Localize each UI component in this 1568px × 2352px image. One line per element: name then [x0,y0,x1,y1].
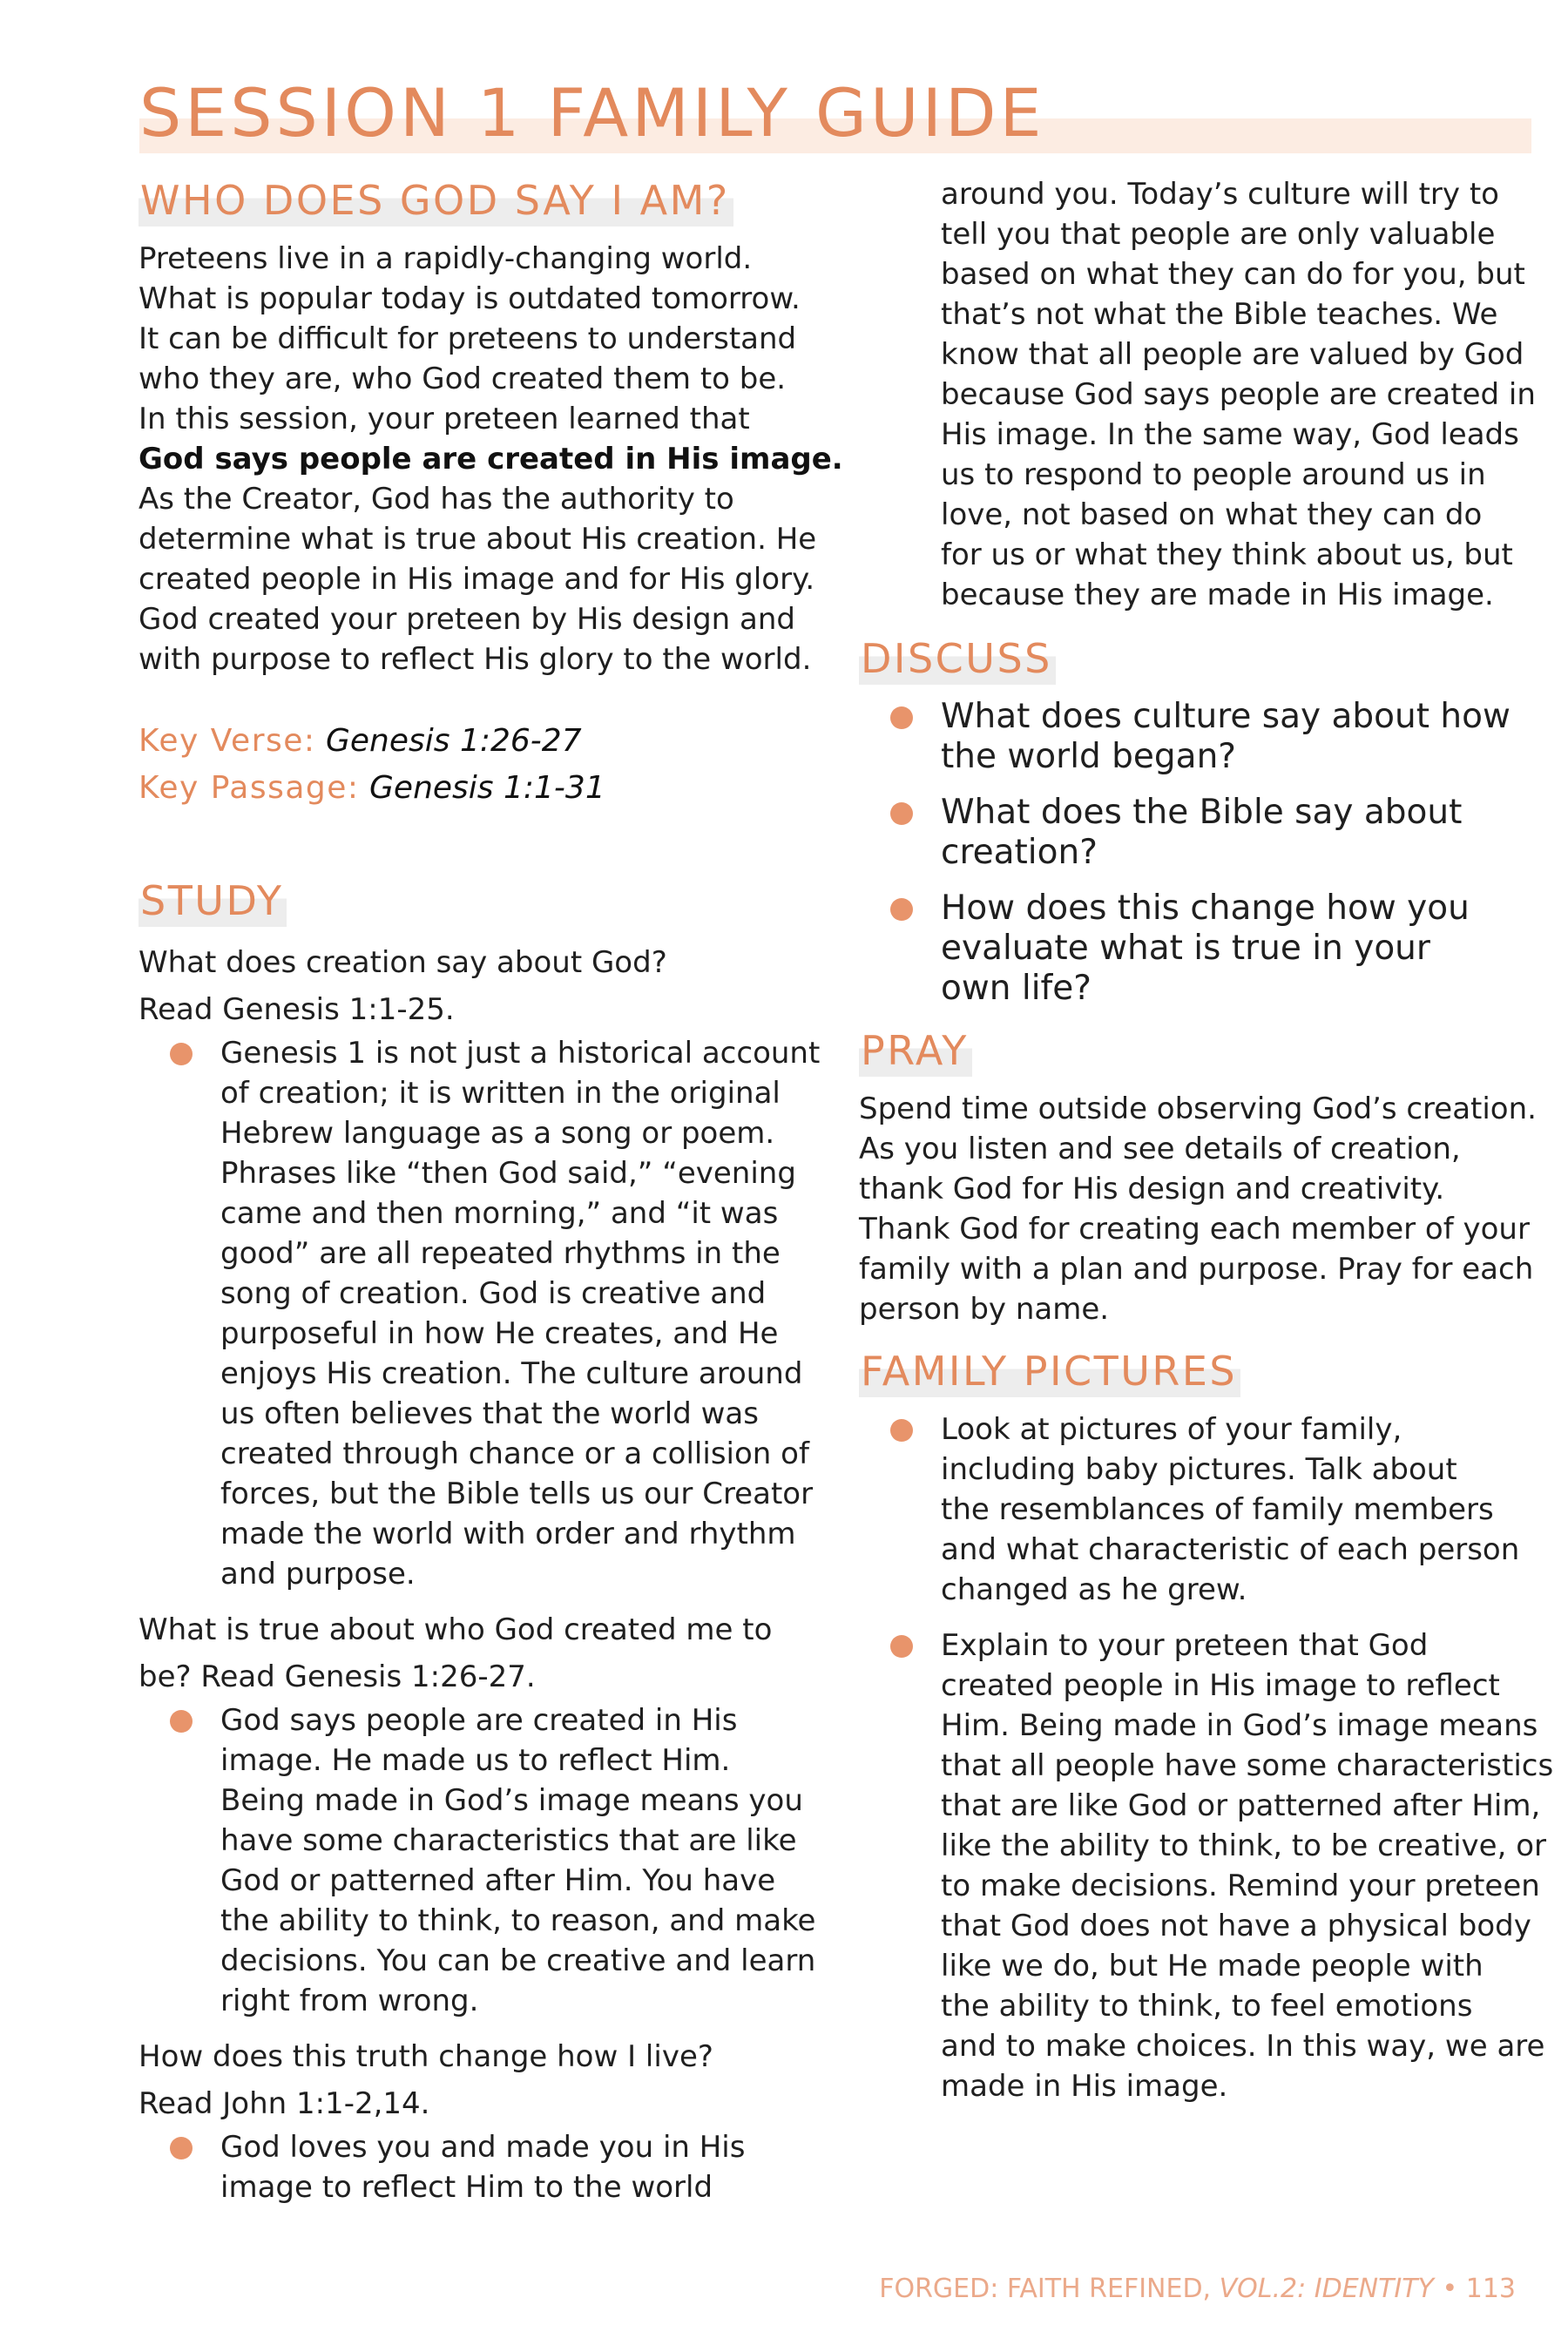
continued-line: because they are made in His image. [941,578,1494,612]
discuss-heading: DISCUSS [859,632,1056,685]
continued-line: for us or what they think about us, but [941,537,1513,572]
bullet-line: creation? [941,833,1098,872]
study-question-line: Read Genesis 1:1-25. [139,992,455,1027]
study-bullets-3 [139,2127,827,2207]
intro-text [139,239,843,679]
bullet-line: that God does not have a physical body [941,1909,1531,1943]
bullet-dot-icon [890,802,913,825]
pray-line: person by name. [859,1292,1110,1327]
pray-line: Thank God for creating each member of your [859,1212,1530,1247]
bullet-line: Being made in God’s image means you [220,1783,803,1818]
footer-volume: VOL.2: IDENTITY [1219,2274,1434,2304]
continued-line: based on what they can do for you, but [941,257,1525,292]
study-heading-wrap [139,875,827,930]
key-passage-ref: Genesis 1:1-31 [369,770,605,806]
bullet-dot-icon [170,1043,193,1065]
bullet-line: and what characteristic of each person [941,1532,1520,1567]
page-number: 113 [1465,2274,1516,2304]
discuss-list [859,697,1547,1009]
list-item [859,793,1547,873]
discuss-heading-wrap [859,632,1547,688]
bullet-line: the world began? [941,737,1237,776]
continued-line: us to respond to people around us in [941,457,1486,492]
study-heading: STUDY [139,875,287,927]
list-item [859,1625,1554,2106]
bullet-line: made the world with order and rhythm [220,1517,796,1551]
bullet-line: God says people are created in His [220,1703,738,1738]
bullet-line: like the ability to think, to be creative, or [941,1828,1546,1863]
key-verse-label: Key Verse: [139,723,316,759]
bullet-line: the ability to think, to reason, and make [220,1903,816,1938]
intro-line: Preteens live in a rapidly-changing world. [139,241,753,276]
pray-line: thank God for His design and creativity. [859,1172,1445,1206]
bullet-dot-icon [170,1710,193,1733]
bullet-line: created people in His image to reflect [941,1668,1500,1703]
family-pictures-heading: FAMILY PICTURES [859,1345,1240,1397]
bullet-line: Hebrew language as a song or poem. [220,1116,775,1151]
bullet-line: God or patterned after Him. You have [220,1863,776,1898]
continued-text [941,174,1547,615]
left-column [139,174,843,2207]
pray-text [859,1089,1547,1329]
bullet-line: purposeful in how He creates, and He [220,1316,779,1351]
intro-line: What is popular today is outdated tomorrow. [139,281,801,316]
bullet-line: evaluate what is true in your [941,929,1430,968]
study-question-line: be? Read Genesis 1:26-27. [139,1659,536,1694]
key-passage [139,765,827,812]
bullet-line: the resemblances of family members [941,1492,1494,1527]
bullet-line: own life? [941,969,1092,1008]
intro-line: with purpose to reflect His glory to the world. [139,642,812,677]
intro-line: As the Creator, God has the authority to [139,482,734,517]
continued-line: because God says people are created in [941,377,1536,412]
continued-line: tell you that people are only valuable [941,217,1496,252]
continued-line: love, not based on what they can do [941,497,1483,532]
bullet-line: good” are all repeated rhythms in the [220,1236,781,1271]
bullet-line: that all people have some characteristics [941,1748,1554,1783]
big-idea: God says people are created in His image. [139,442,843,476]
list-item [859,697,1547,777]
page-footer [879,2272,1516,2307]
key-verse [139,718,827,765]
study-question-line: What does creation say about God? [139,945,667,980]
bullet-dot-icon [890,706,913,729]
bullet-dot-icon [890,1419,913,1442]
continued-line: know that all people are valued by God [941,337,1524,372]
list-item [139,1700,827,2021]
intro-line: who they are, who God created them to be. [139,362,787,396]
bullet-line: What does the Bible say about [941,793,1463,832]
bullet-line: including baby pictures. Talk about [941,1452,1457,1487]
bullet-line: have some characteristics that are like [220,1823,797,1858]
study-question-3 [139,2033,827,2127]
family-pictures-list [859,1409,1554,2106]
bullet-line: to make decisions. Remind your preteen [941,1869,1540,1903]
bullet-line: like we do, but He made people with [941,1949,1484,1984]
bullet-line: that are like God or patterned after Him, [941,1788,1541,1823]
bullet-line: decisions. You can be creative and learn [220,1943,816,1978]
key-refs [139,718,827,812]
bullet-line: and purpose. [220,1557,416,1592]
study-question-1 [139,939,827,1033]
bullet-line: God loves you and made you in His [220,2130,746,2165]
bullet-line: created through chance or a collision of [220,1436,809,1471]
bullet-dot-icon [170,2137,193,2159]
bullet-dot-icon [890,898,913,921]
pray-line: Spend time outside observing God’s creation. [859,1092,1537,1126]
intro-line: created people in His image and for His glory. [139,562,815,597]
pray-line: As you listen and see details of creation, [859,1132,1461,1166]
bullet-line: Him. Being made in God’s image means [941,1708,1538,1743]
intro-line: It can be difficult for preteens to understand [139,321,797,356]
bullet-line: right from wrong. [220,1984,479,2018]
bullet-line: changed as he grew. [941,1572,1247,1607]
bullet-line: song of creation. God is creative and [220,1276,767,1311]
study-question-line: Read John 1:1-2,14. [139,2086,430,2121]
list-item [139,2127,827,2207]
key-verse-ref: Genesis 1:26-27 [325,723,582,759]
footer-series: FORGED: FAITH REFINED, [879,2274,1212,2304]
bullet-line: made in His image. [941,2069,1228,2104]
bullet-line: Phrases like “then God said,” “evening [220,1156,796,1191]
study-bullets-2 [139,1700,827,2021]
family-pictures-heading-wrap [859,1345,1547,1401]
page-title: SESSION 1 FAMILY GUIDE [139,74,1045,152]
bullet-line: the ability to think, to feel emotions [941,1989,1473,2024]
continued-line: that’s not what the Bible teaches. We [941,297,1498,332]
list-item [859,1409,1547,1610]
study-question-line: How does this truth change how I live? [139,2039,713,2074]
bullet-line: What does culture say about how [941,697,1511,736]
intro-line: determine what is true about His creation. He [139,522,817,557]
list-item [859,889,1547,1009]
right-column [859,174,1554,2106]
bullet-line: image to reflect Him to the world [220,2170,713,2205]
study-question-line: What is true about who God created me to [139,1612,773,1647]
intro-line: God created your preteen by His design and [139,602,795,637]
bullet-line: enjoys His creation. The culture around [220,1356,803,1391]
continued-line: around you. Today’s culture will try to [941,177,1499,212]
footer-bullet: • [1442,2274,1458,2304]
bullet-line: image. He made us to reflect Him. [220,1743,731,1778]
intro-heading-wrap [139,174,827,230]
bullet-line: Look at pictures of your family, [941,1412,1402,1447]
pray-heading: PRAY [859,1024,972,1077]
bullet-dot-icon [890,1635,913,1658]
bullet-line: Genesis 1 is not just a historical account [220,1036,821,1071]
pray-heading-wrap [859,1024,1547,1080]
intro-line: In this session, your preteen learned that [139,402,750,436]
study-bullets-1 [139,1033,827,1594]
bullet-line: and to make choices. In this way, we are [941,2029,1545,2064]
list-item [139,1033,827,1594]
bullet-line: Explain to your preteen that God [941,1628,1429,1663]
bullet-line: forces, but the Bible tells us our Creator [220,1477,814,1511]
continued-line: His image. In the same way, God leads [941,417,1519,452]
bullet-line: came and then morning,” and “it was [220,1196,779,1231]
key-passage-label: Key Passage: [139,770,360,806]
bullet-line: How does this change how you [941,889,1470,928]
bullet-line: us often believes that the world was [220,1396,759,1431]
study-question-2 [139,1606,827,1700]
pray-line: family with a plan and purpose. Pray for each [859,1252,1534,1287]
intro-heading: WHO DOES GOD SAY I AM? [139,174,733,226]
bullet-line: of creation; it is written in the original [220,1076,781,1111]
